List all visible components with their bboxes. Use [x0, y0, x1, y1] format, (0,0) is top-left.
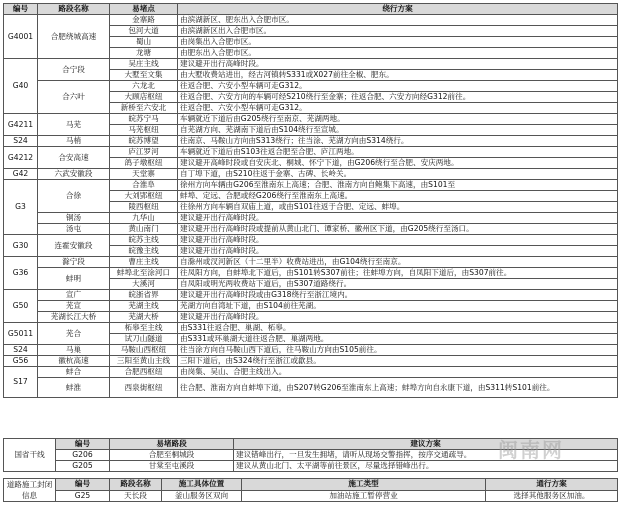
row-code: S17 — [4, 367, 38, 398]
row-node: 三阳至黄山主线 — [110, 356, 178, 367]
table-row — [4, 290, 618, 301]
row-plan: 建议避开出行高峰时段。 — [178, 246, 618, 257]
row-node: 大墅至文集 — [110, 70, 178, 81]
row-plan: 由滨湖新区、肥东出入合肥市区。 — [178, 15, 618, 26]
row-plan: 往返合肥、六安小型车辆可走G312。 — [178, 81, 618, 92]
row-plan: 建议避开出行高峰时段。 — [178, 312, 618, 323]
construction-group-label: 道路施工封闭信息 — [4, 479, 56, 502]
row-code: G4211 — [4, 114, 38, 136]
construction-header-type: 施工类型 — [242, 479, 486, 491]
table-row — [4, 235, 618, 246]
row-plan: 建议从黄山北门、太平湖等前往景区，尽量选择错峰出行。 — [234, 461, 618, 472]
header-section: 路段名称 — [38, 4, 110, 15]
row-plan: 自凤阳或明光两收费站下道后，由S307道路绕行。 — [178, 279, 618, 290]
header-node: 易堵点 — [110, 4, 178, 15]
table-row — [4, 323, 618, 334]
row-type: 加油站施工暂停营业 — [242, 490, 486, 502]
row-node: 陵西枢纽 — [110, 202, 178, 213]
row-plan: 往凤阳方向，自蚌埠北下道后，由S101转S307前往；往蚌埠方向，自凤阳下道后，由S307前往。 — [178, 268, 618, 279]
row-section: 汤屯 — [38, 224, 110, 235]
row-node: 马芜枢纽 — [110, 125, 178, 136]
row-section: 六武安徽段 — [38, 169, 110, 180]
row-section: 蚌明 — [38, 268, 110, 290]
table-row — [4, 81, 618, 92]
row-section: 天长段 — [110, 490, 162, 502]
table-row — [4, 378, 618, 398]
row-node: 甘棠至屯溪段 — [110, 461, 234, 472]
row-code: G30 — [4, 235, 38, 257]
row-node: 合淮阜 — [110, 180, 178, 191]
construction-header-section: 路段名称 — [110, 479, 162, 491]
row-section: 马梢 — [38, 136, 110, 147]
row-code: G56 — [4, 356, 38, 367]
row-plan: 建议避开出行高峰时段。 — [178, 59, 618, 70]
row-node: 西泉街枢纽 — [110, 378, 178, 398]
row-node: 合肥西枢纽 — [110, 367, 178, 378]
row-plan: 建议避开出行高峰时段或由G318绕行至浙江境内。 — [178, 290, 618, 301]
row-plan: 建议避开出行高峰时段。 — [178, 213, 618, 224]
construction-header-plan: 通行方案 — [486, 479, 618, 491]
row-plan: 三阳下道后，由S324绕行至浙江或歙县。 — [178, 356, 618, 367]
arterial-group-label: 国省干线 — [4, 439, 56, 472]
row-plan: 建议错峰出行，一旦发生拥堵，请听从现场交警指挥，按序交通疏导。 — [234, 450, 618, 461]
construction-table — [3, 478, 618, 502]
table-header-row — [4, 4, 618, 15]
row-plan: 芜湖方向自湾址下道，由S104前往芜湖。 — [178, 301, 618, 312]
row-location: 釜山服务区双向 — [162, 490, 242, 502]
table-row — [4, 345, 618, 356]
row-node: 天堂寨 — [110, 169, 178, 180]
row-plan: 往南京、马鞍山方向由S313绕行；往当涂、芜湖方向由S314绕行。 — [178, 136, 618, 147]
row-node: 九华山 — [110, 213, 178, 224]
row-section: 宣广 — [38, 290, 110, 301]
table-row — [4, 213, 618, 224]
row-plan: 选择其他服务区加油。 — [486, 490, 618, 502]
table-row — [4, 15, 618, 26]
row-plan: 由岗集、吴山、合肥主线出入。 — [178, 367, 618, 378]
row-plan: 徐州方向车辆由G206至淮南东上高速；合肥、淮南方向自鲍集下高速，由S101至 — [178, 180, 618, 191]
row-plan: 建议避开出行高峰时段。 — [178, 235, 618, 246]
row-node: 皖苏主线 — [110, 235, 178, 246]
row-section: 马芜 — [38, 114, 110, 136]
row-plan: 蚌埠、定远、合肥或经G206绕行至淮南东上高速。 — [178, 191, 618, 202]
row-section: 合宁段 — [38, 59, 110, 81]
row-node: 皖浙省界 — [110, 290, 178, 301]
row-node: 试刀山隧道 — [110, 334, 178, 345]
row-section: 合安高速 — [38, 147, 110, 169]
arterial-header-plan: 建议方案 — [234, 439, 618, 450]
row-plan: 由S331往返合肥、巢湖、柘皋。 — [178, 323, 618, 334]
row-plan: 由肥东出入合肥市区。 — [178, 48, 618, 59]
row-code: G25 — [56, 490, 110, 502]
row-plan: 自芜湖方向、芜湖南下道后由S104绕行至宣城。 — [178, 125, 618, 136]
row-node: 曹庄主线 — [110, 257, 178, 268]
row-node: 皖苏博望 — [110, 136, 178, 147]
table-row — [4, 180, 618, 191]
row-code: G205 — [56, 461, 110, 472]
table-row — [4, 136, 618, 147]
row-plan: 往当涂方向自马鞍山西下道后，往马鞍山方向由S105前往。 — [178, 345, 618, 356]
row-node: 包河大道 — [110, 26, 178, 37]
construction-header-row — [4, 479, 618, 491]
row-node: 金寨路 — [110, 15, 178, 26]
row-node: 鸽子墩枢纽 — [110, 158, 178, 169]
row-code: G4001 — [4, 15, 38, 59]
row-code: G3 — [4, 180, 38, 235]
row-code: S24 — [4, 136, 38, 147]
table-row — [4, 224, 618, 235]
row-node: 大溪河 — [110, 279, 178, 290]
row-node: 庐江罗河 — [110, 147, 178, 158]
header-code: 编号 — [4, 4, 38, 15]
row-section: 芜合 — [38, 323, 110, 345]
row-plan: 由岗集出入合肥市区。 — [178, 37, 618, 48]
row-section: 芜宣 — [38, 301, 110, 312]
row-node: 黄山南门 — [110, 224, 178, 235]
row-section: 蚌淮 — [38, 378, 110, 398]
row-code: S24 — [4, 345, 38, 356]
row-plan: 建议避开出行高峰时段或提前从黄山北门、谭家桥、徽州区下道，由G205绕行至汤口。 — [178, 224, 618, 235]
arterial-header-node: 易堵路段 — [110, 439, 234, 450]
table-row — [4, 356, 618, 367]
table-row — [4, 312, 618, 323]
row-section: 合徐 — [38, 180, 110, 213]
row-plan: 车辆就近下道后由S103往返合肥至合肥、庐江两地。 — [178, 147, 618, 158]
row-section: 合肥绕城高速 — [38, 15, 110, 59]
table-row — [4, 490, 618, 502]
row-code: G4212 — [4, 147, 38, 169]
row-node: 合肥至桐城段 — [110, 450, 234, 461]
row-code: G36 — [4, 257, 38, 290]
row-node: 六龙北 — [110, 81, 178, 92]
table-row — [4, 268, 618, 279]
row-node: 大刘郢枢纽 — [110, 191, 178, 202]
row-code: G5011 — [4, 323, 38, 345]
row-plan: 往返合肥、六安小型车辆可走G312。 — [178, 103, 618, 114]
row-node: 龙塘 — [110, 48, 178, 59]
watermark: 闽南网 — [498, 438, 564, 462]
row-plan: 由滨湖新区出入合肥市区。 — [178, 26, 618, 37]
row-plan: 往合肥、淮南方向自蚌埠下道，由S207转G206至淮南东上高速；蚌埠方向自永康下道，由S311转S101前往。 — [178, 378, 618, 398]
row-node: 皖苏宁马 — [110, 114, 178, 125]
row-plan: 往徐州方向车辆自双庙上道，或由S101往返于合肥、定远、蚌埠。 — [178, 202, 618, 213]
row-code: G50 — [4, 290, 38, 323]
traffic-table — [3, 3, 618, 398]
row-section: 连霍安徽段 — [38, 235, 110, 257]
row-section: 铜汤 — [38, 213, 110, 224]
row-section: 合六叶 — [38, 81, 110, 114]
row-code: G40 — [4, 59, 38, 114]
row-plan: 自丁埠下道，由S210往返于金寨、古碑、长岭关。 — [178, 169, 618, 180]
row-plan: 自滁州或汊河新区（十二里半）收费站进出，由G104绕行至南京。 — [178, 257, 618, 268]
table-row — [4, 257, 618, 268]
row-node: 皖豫主线 — [110, 246, 178, 257]
construction-header-location: 施工具体位置 — [162, 479, 242, 491]
row-node: 大顾店枢纽 — [110, 92, 178, 103]
row-node: 蜀山 — [110, 37, 178, 48]
row-plan: 建议避开高峰时段或自安庆北、桐城、怀宁下道，由G206绕行至合肥、安庆两地。 — [178, 158, 618, 169]
row-node: 芜湖主线 — [110, 301, 178, 312]
row-section: 徽杭高速 — [38, 356, 110, 367]
row-plan: 由大墅收费站进出，经古河镇转S331或X027前往全椒、肥东。 — [178, 70, 618, 81]
row-node: 马鞍山西枢纽 — [110, 345, 178, 356]
row-node: 蚌埠北至涂河口 — [110, 268, 178, 279]
row-section: 蚌合 — [38, 367, 110, 378]
table-row — [4, 59, 618, 70]
table-row — [4, 147, 618, 158]
row-plan: 车辆就近下道后由G205绕行至南京、芜湖两地。 — [178, 114, 618, 125]
table-row — [4, 367, 618, 378]
row-node: 吴庄主线 — [110, 59, 178, 70]
row-node: 新桥至六安北 — [110, 103, 178, 114]
table-row — [4, 114, 618, 125]
row-node: 芜湖大桥 — [110, 312, 178, 323]
table-row — [4, 169, 618, 180]
row-section: 马巢 — [38, 345, 110, 356]
row-code: G206 — [56, 450, 110, 461]
row-code: G42 — [4, 169, 38, 180]
row-plan: 由S331或环巢湖大道往返合肥、巢湖两地。 — [178, 334, 618, 345]
table-row — [4, 301, 618, 312]
arterial-header-code: 编号 — [56, 439, 110, 450]
row-section: 芜湖长江大桥 — [38, 312, 110, 323]
header-plan: 绕行方案 — [178, 4, 618, 15]
row-node: 柘皋至主线 — [110, 323, 178, 334]
row-plan: 往返合肥、六安方向的车辆可经S210绕行至金寨；往返合肥、六安方向经G312前往。 — [178, 92, 618, 103]
row-section: 滁宁段 — [38, 257, 110, 268]
construction-header-code: 编号 — [56, 479, 110, 491]
